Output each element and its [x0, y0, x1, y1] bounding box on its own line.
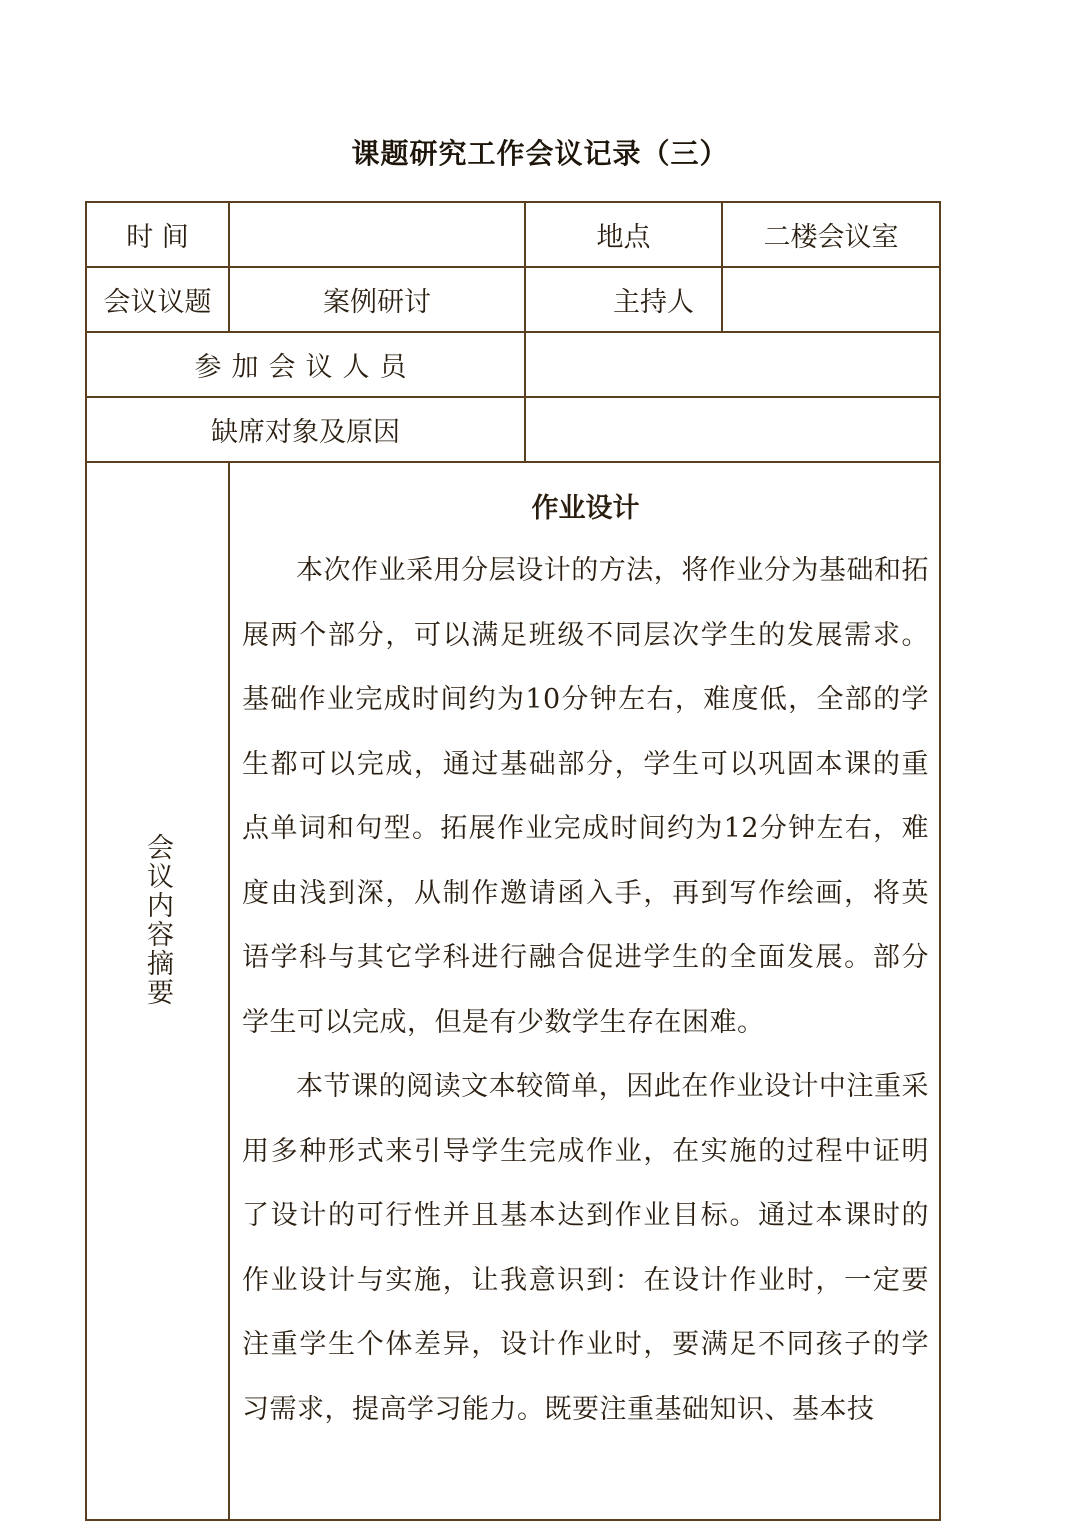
- summary-label: 会议内容摘要: [86, 462, 229, 1520]
- row-summary: [86, 462, 940, 1520]
- row-time-place: [86, 202, 940, 267]
- meeting-record-table: [85, 201, 941, 1521]
- absent-label: 缺席对象及原因: [86, 397, 525, 462]
- summary-content: [229, 462, 940, 1520]
- host-value: [722, 267, 940, 332]
- time-label: 时 间: [86, 202, 229, 267]
- place-value: 二楼会议室: [722, 202, 940, 267]
- summary-paragraph: 本节课的阅读文本较简单，因此在作业设计中注重采用多种形式来引导学生完成作业，在实施的过程中证明了设计的可行性并且基本达到作业目标。通过本课时的作业设计与实施，让我意识到：在设计作业时，一定要注重学生个体差异，设计作业时，要满足不同孩子的学习需求，提高学习能力。既要注重基础知识、基本技: [242, 1071, 929, 1425]
- topic-value: 案例研讨: [229, 267, 525, 332]
- row-absent: [86, 397, 940, 462]
- summary-paragraph: 本次作业采用分层设计的方法，将作业分为基础和拓展两个部分，可以满足班级不同层次学生的发展需求。基础作业完成时间约为10分钟左右，难度低，全部的学生都可以完成，通过基础部分，学生可以巩固本课的重点单词和句型。拓展作业完成时间约为12分钟左右，难度由浅到深，从制作邀请函入手，再到写作绘画，将英语学科与其它学科进行融合促进学生的全面发展。部分学生可以完成，但是有少数学生存在困难。: [242, 555, 929, 1038]
- attendees-label: 参加会议人员: [86, 332, 525, 397]
- absent-value: [525, 397, 940, 462]
- row-topic-host: [86, 267, 940, 332]
- document-title: 课题研究工作会议记录（三）: [351, 137, 729, 170]
- host-label: 主持人: [525, 267, 722, 332]
- place-label: 地点: [525, 202, 722, 267]
- summary-heading: 作业设计: [531, 493, 640, 524]
- topic-label: 会议议题: [86, 267, 229, 332]
- attendees-value: [525, 332, 940, 397]
- row-attendees: [86, 332, 940, 397]
- time-value: [229, 202, 525, 267]
